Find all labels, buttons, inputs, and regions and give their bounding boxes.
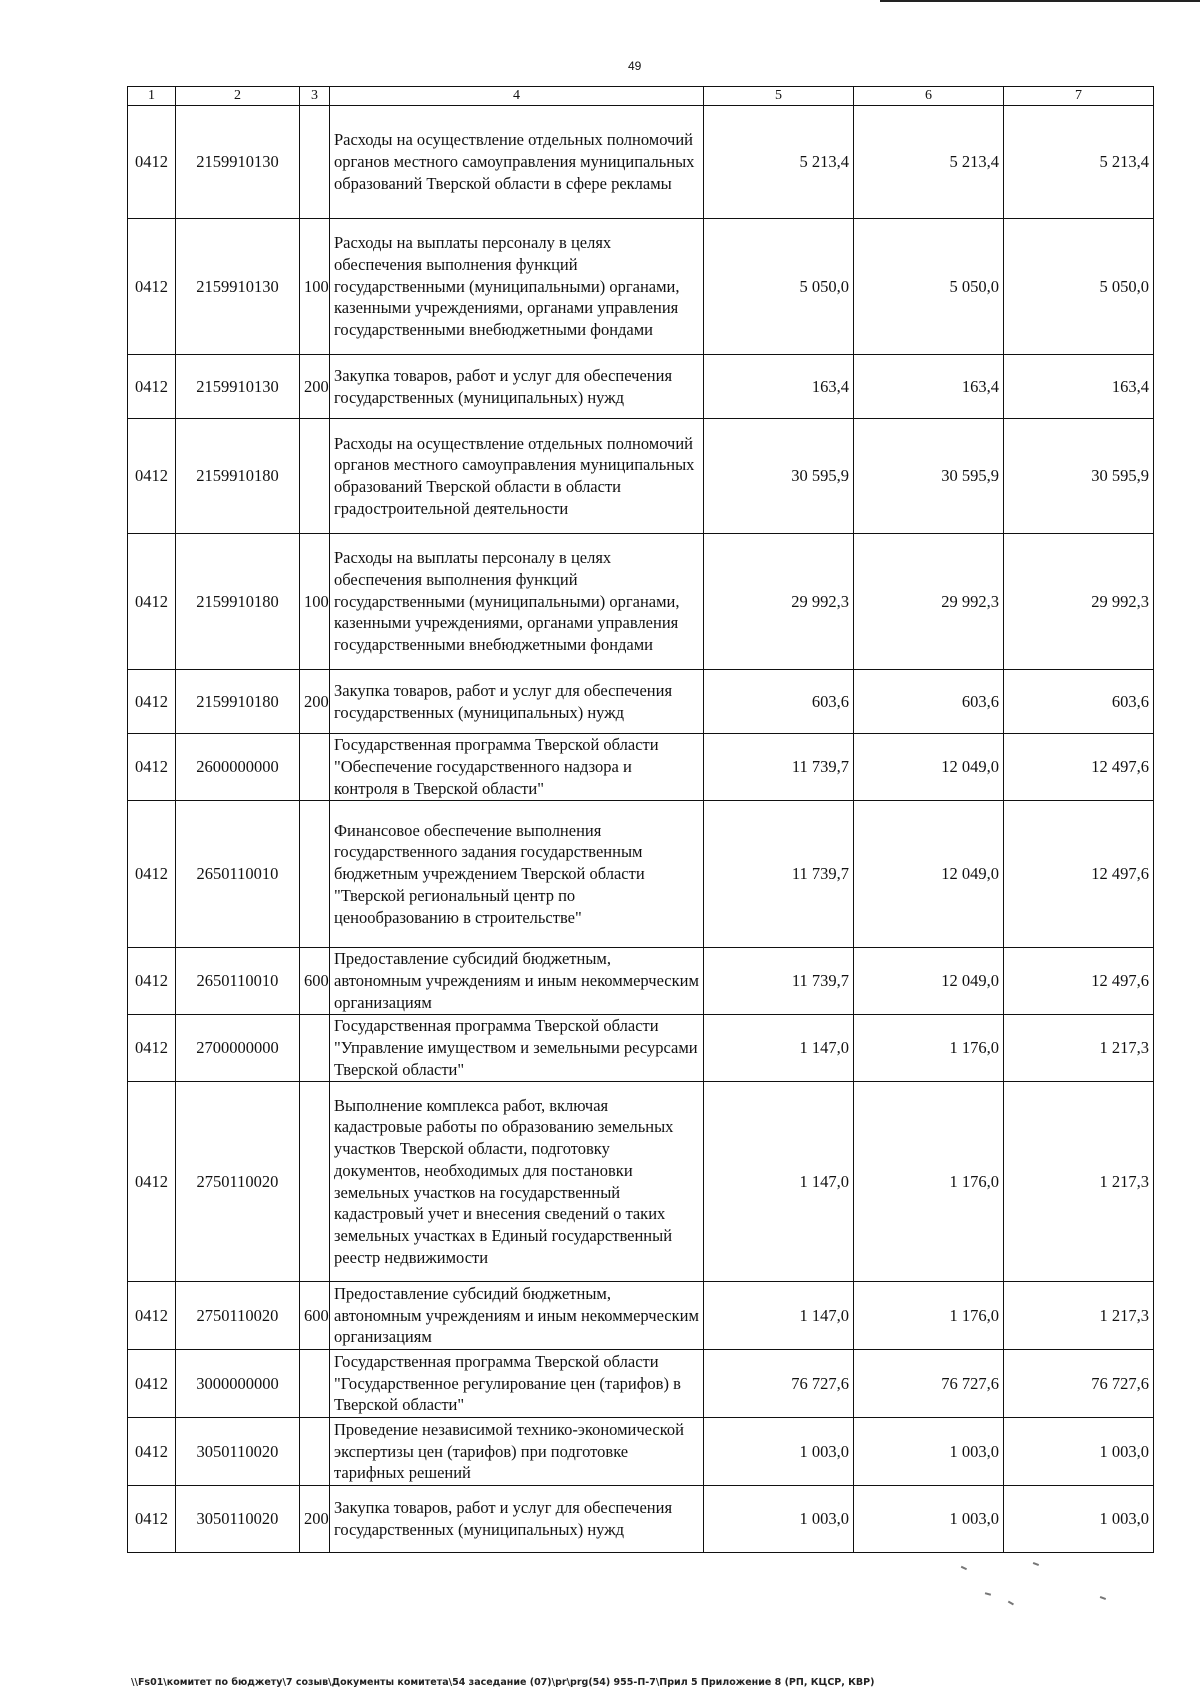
cell-kcsr: 2650110010: [176, 801, 300, 948]
cell-amount-7: 1 003,0: [1004, 1486, 1154, 1553]
cell-kvr: [300, 1082, 330, 1282]
table-row: [128, 1486, 1154, 1553]
cell-amount-6: 76 727,6: [854, 1350, 1004, 1418]
cell-amount-7: 29 992,3: [1004, 534, 1154, 670]
cell-kcsr: 2159910130: [176, 219, 300, 355]
scan-speck: [961, 1566, 967, 1570]
cell-name: Расходы на выплаты персоналу в целях обеспечения выполнения функций государственными (муниципальными) органами, казенными учреждениями, органами управления государственными внебюджетными фондами: [330, 219, 704, 355]
cell-rp: 0412: [128, 1015, 176, 1082]
cell-rp: 0412: [128, 1082, 176, 1282]
cell-amount-5: 11 739,7: [704, 734, 854, 801]
scan-speck: [1100, 1596, 1106, 1599]
cell-kcsr: 2159910180: [176, 534, 300, 670]
cell-amount-7: 1 217,3: [1004, 1082, 1154, 1282]
cell-amount-6: 29 992,3: [854, 534, 1004, 670]
cell-amount-5: 1 147,0: [704, 1082, 854, 1282]
cell-kvr: [300, 801, 330, 948]
cell-kvr: [300, 1418, 330, 1486]
header-col-1: 1: [128, 87, 176, 106]
header-col-3: 3: [300, 87, 330, 106]
cell-kvr: [300, 419, 330, 534]
cell-kcsr: 3050110020: [176, 1418, 300, 1486]
cell-amount-5: 11 739,7: [704, 801, 854, 948]
budget-table: [127, 86, 1154, 1553]
cell-kcsr: 3000000000: [176, 1350, 300, 1418]
cell-name: Государственная программа Тверской области "Государственное регулирование цен (тарифов) в Тверской области": [330, 1350, 704, 1418]
cell-amount-6: 30 595,9: [854, 419, 1004, 534]
cell-amount-5: 5 050,0: [704, 219, 854, 355]
cell-rp: 0412: [128, 534, 176, 670]
header-row: [128, 87, 1154, 106]
cell-rp: 0412: [128, 734, 176, 801]
cell-kvr: 600: [300, 1282, 330, 1350]
cell-name: Предоставление субсидий бюджетным, автономным учреждениям и иным некоммерческим организациям: [330, 1282, 704, 1350]
file-path-footer: \\Fs01\комитет по бюджету\7 созыв\Документы комитета\54 заседание (07)\pr\prg(54) 955-П-7\Прил 5 Приложение 8 (РП, КЦСР, КВР): [131, 1677, 875, 1688]
cell-kcsr: 2159910180: [176, 419, 300, 534]
cell-kvr: 200: [300, 355, 330, 419]
cell-amount-7: 1 217,3: [1004, 1282, 1154, 1350]
scan-speck: [985, 1592, 991, 1595]
cell-name: Расходы на осуществление отдельных полномочий органов местного самоуправления муниципальных образований Тверской области в области градостроительной деятельности: [330, 419, 704, 534]
header-col-5: 5: [704, 87, 854, 106]
table-row: [128, 355, 1154, 419]
cell-name: Финансовое обеспечение выполнения государственного задания государственным бюджетным учреждением Тверской области "Тверской региональный центр по ценообразованию в строительстве": [330, 801, 704, 948]
table-row: [128, 801, 1154, 948]
cell-amount-6: 12 049,0: [854, 948, 1004, 1015]
cell-rp: 0412: [128, 419, 176, 534]
cell-kvr: [300, 1350, 330, 1418]
cell-amount-5: 11 739,7: [704, 948, 854, 1015]
cell-amount-5: 1 147,0: [704, 1015, 854, 1082]
header-col-7: 7: [1004, 87, 1154, 106]
cell-kvr: 200: [300, 1486, 330, 1553]
cell-kvr: 100: [300, 534, 330, 670]
cell-rp: 0412: [128, 670, 176, 734]
cell-amount-5: 1 003,0: [704, 1486, 854, 1553]
cell-amount-6: 5 213,4: [854, 106, 1004, 219]
cell-rp: 0412: [128, 1350, 176, 1418]
cell-rp: 0412: [128, 801, 176, 948]
cell-amount-7: 603,6: [1004, 670, 1154, 734]
cell-name: Расходы на выплаты персоналу в целях обеспечения выполнения функций государственными (муниципальными) органами, казенными учреждениями, органами управления государственными внебюджетными фондами: [330, 534, 704, 670]
cell-name: Предоставление субсидий бюджетным, автономным учреждениям и иным некоммерческим организациям: [330, 948, 704, 1015]
cell-amount-7: 1 003,0: [1004, 1418, 1154, 1486]
table-row: [128, 670, 1154, 734]
cell-name: Государственная программа Тверской области "Управление имуществом и земельными ресурсами Тверской области": [330, 1015, 704, 1082]
table-row: [128, 1418, 1154, 1486]
cell-kcsr: 2750110020: [176, 1282, 300, 1350]
cell-amount-7: 30 595,9: [1004, 419, 1154, 534]
cell-amount-7: 5 050,0: [1004, 219, 1154, 355]
table-row: [128, 534, 1154, 670]
cell-rp: 0412: [128, 948, 176, 1015]
cell-kcsr: 2650110010: [176, 948, 300, 1015]
cell-kcsr: 2159910180: [176, 670, 300, 734]
cell-amount-7: 12 497,6: [1004, 734, 1154, 801]
cell-kcsr: 2159910130: [176, 106, 300, 219]
cell-amount-5: 30 595,9: [704, 419, 854, 534]
cell-kvr: [300, 1015, 330, 1082]
cell-kvr: [300, 734, 330, 801]
table-row: [128, 1350, 1154, 1418]
cell-kvr: 600: [300, 948, 330, 1015]
scan-speck: [1008, 1601, 1014, 1605]
cell-amount-7: 5 213,4: [1004, 106, 1154, 219]
cell-kvr: [300, 106, 330, 219]
cell-kcsr: 3050110020: [176, 1486, 300, 1553]
cell-amount-5: 603,6: [704, 670, 854, 734]
cell-amount-6: 1 176,0: [854, 1015, 1004, 1082]
cell-amount-7: 76 727,6: [1004, 1350, 1154, 1418]
cell-amount-6: 1 003,0: [854, 1486, 1004, 1553]
cell-amount-6: 163,4: [854, 355, 1004, 419]
cell-rp: 0412: [128, 355, 176, 419]
header-col-2: 2: [176, 87, 300, 106]
cell-rp: 0412: [128, 1418, 176, 1486]
cell-amount-6: 1 003,0: [854, 1418, 1004, 1486]
cell-name: Расходы на осуществление отдельных полномочий органов местного самоуправления муниципальных образований Тверской области в сфере рекламы: [330, 106, 704, 219]
cell-amount-5: 29 992,3: [704, 534, 854, 670]
cell-kcsr: 2750110020: [176, 1082, 300, 1282]
cell-name: Закупка товаров, работ и услуг для обеспечения государственных (муниципальных) нужд: [330, 1486, 704, 1553]
scan-speck: [1033, 1562, 1039, 1565]
cell-amount-7: 1 217,3: [1004, 1015, 1154, 1082]
cell-rp: 0412: [128, 106, 176, 219]
cell-name: Закупка товаров, работ и услуг для обеспечения государственных (муниципальных) нужд: [330, 355, 704, 419]
cell-amount-7: 12 497,6: [1004, 801, 1154, 948]
cell-rp: 0412: [128, 1282, 176, 1350]
cell-amount-5: 163,4: [704, 355, 854, 419]
cell-amount-5: 1 147,0: [704, 1282, 854, 1350]
cell-name: Государственная программа Тверской области "Обеспечение государственного надзора и контроля в Тверской области": [330, 734, 704, 801]
cell-rp: 0412: [128, 219, 176, 355]
top-edge-line: [880, 0, 1200, 2]
page-number: 49: [628, 59, 642, 73]
cell-kcsr: 2159910130: [176, 355, 300, 419]
cell-name: Проведение независимой технико-экономической экспертизы цен (тарифов) при подготовке тарифных решений: [330, 1418, 704, 1486]
cell-amount-5: 5 213,4: [704, 106, 854, 219]
cell-amount-5: 76 727,6: [704, 1350, 854, 1418]
cell-amount-7: 12 497,6: [1004, 948, 1154, 1015]
cell-amount-6: 12 049,0: [854, 801, 1004, 948]
table-row: [128, 734, 1154, 801]
cell-amount-6: 1 176,0: [854, 1282, 1004, 1350]
cell-amount-6: 5 050,0: [854, 219, 1004, 355]
header-col-4: 4: [330, 87, 704, 106]
table-row: [128, 1082, 1154, 1282]
cell-kvr: 200: [300, 670, 330, 734]
cell-amount-6: 603,6: [854, 670, 1004, 734]
cell-amount-7: 163,4: [1004, 355, 1154, 419]
cell-amount-6: 1 176,0: [854, 1082, 1004, 1282]
cell-kcsr: 2600000000: [176, 734, 300, 801]
cell-amount-5: 1 003,0: [704, 1418, 854, 1486]
table-row: [128, 419, 1154, 534]
table-row: [128, 106, 1154, 219]
table-row: [128, 948, 1154, 1015]
table-row: [128, 1015, 1154, 1082]
table-row: [128, 219, 1154, 355]
cell-rp: 0412: [128, 1486, 176, 1553]
cell-name: Выполнение комплекса работ, включая кадастровые работы по образованию земельных участков Тверской области, подготовку документов, необходимых для постановки земельных участков на государственный кадастровый учет и внесения сведений о таких земельных участках в Единый государственный реестр недвижимости: [330, 1082, 704, 1282]
header-col-6: 6: [854, 87, 1004, 106]
cell-name: Закупка товаров, работ и услуг для обеспечения государственных (муниципальных) нужд: [330, 670, 704, 734]
cell-amount-6: 12 049,0: [854, 734, 1004, 801]
table-row: [128, 1282, 1154, 1350]
cell-kvr: 100: [300, 219, 330, 355]
cell-kcsr: 2700000000: [176, 1015, 300, 1082]
